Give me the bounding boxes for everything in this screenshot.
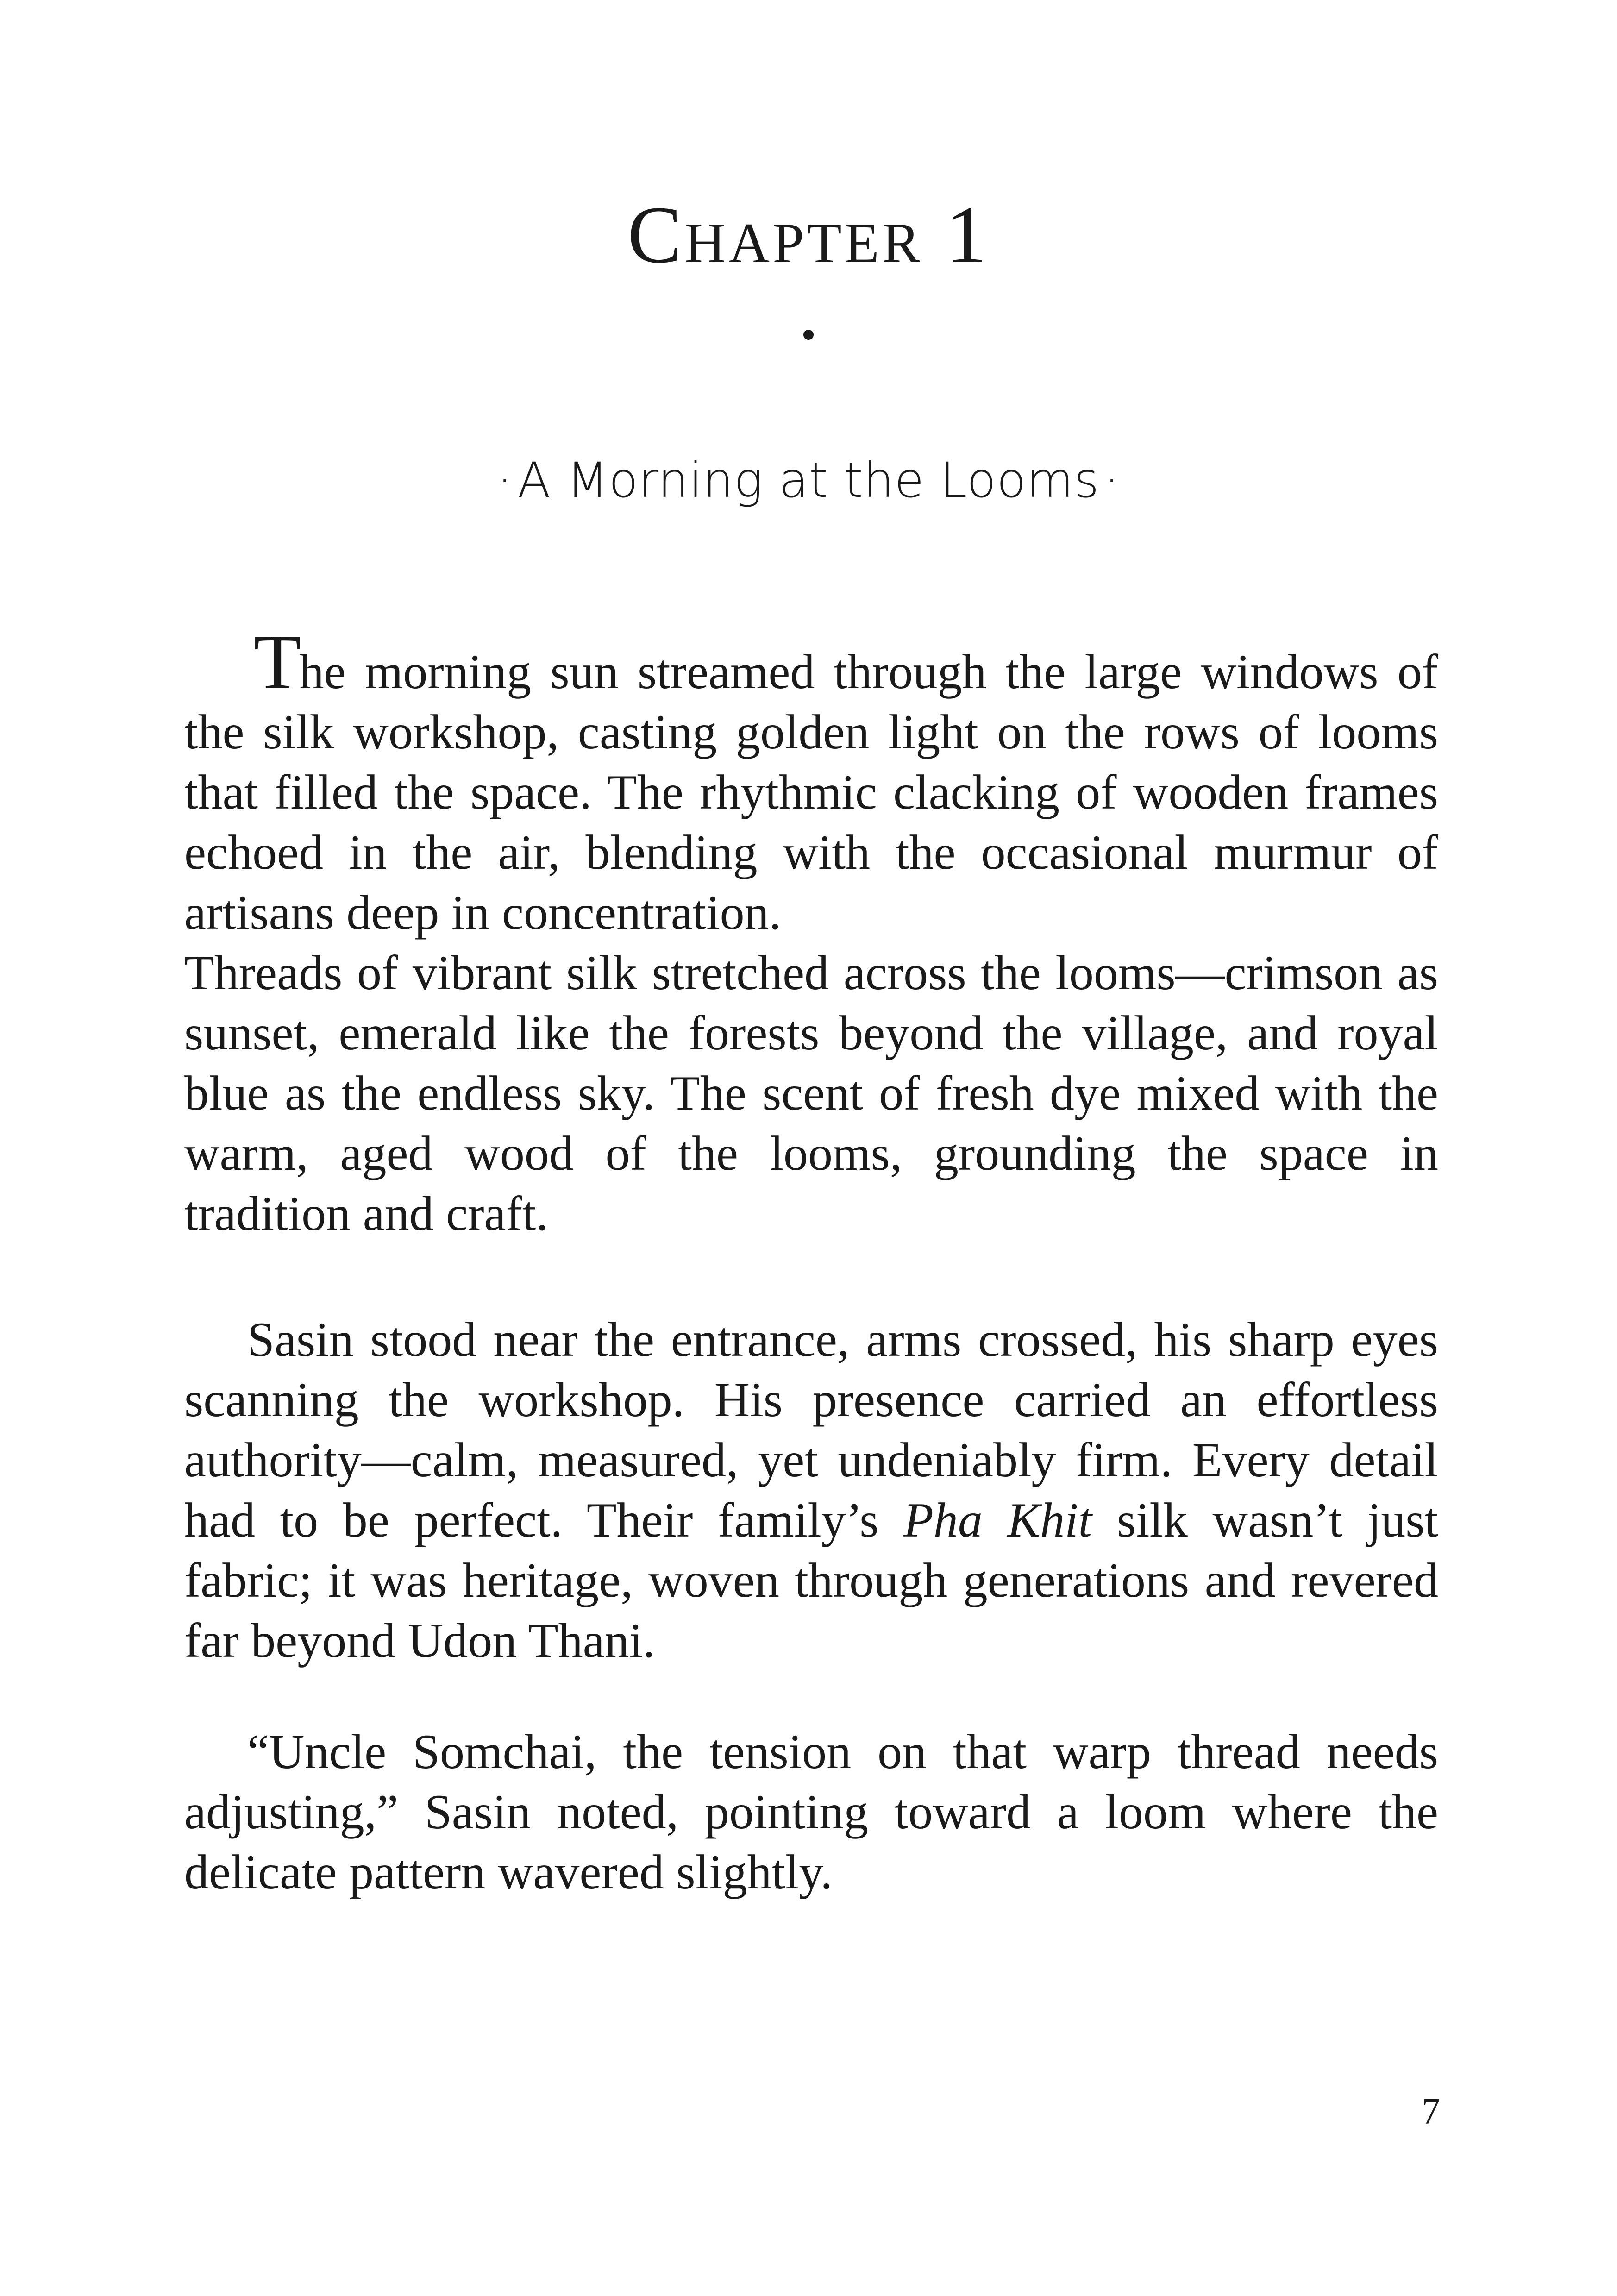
chapter-heading-initial: C — [627, 190, 685, 280]
drop-cap: T — [254, 619, 300, 705]
paragraph-1 — [184, 619, 1438, 1244]
subtitle-right-dot: · — [1104, 452, 1120, 508]
chapter-separator-dot — [803, 330, 814, 340]
paragraph-2-after-italic: silk wasn’t just fabric; it was heritage, woven through generations and revered far beyond Udon Thani. — [184, 1493, 1438, 1668]
paragraph-1-continuation: Threads of vibrant silk stretched across the looms—crimson as sunset, emerald like the forests beyond the village, and royal blue as the endless sky. The scent of fresh dye mixed with the warm, aged wood of the looms, grounding the space in tradition and craft. — [184, 946, 1438, 1241]
paragraph-2 — [184, 1310, 1438, 1671]
paragraph-3-text: “Uncle Somchai, the tension on that warp thread needs adjusting,” Sasin noted, pointing toward a loom where the delicate pattern wavered slightly. — [184, 1725, 1438, 1899]
subtitle-text: A Morning at the Looms — [517, 452, 1100, 508]
chapter-subtitle — [0, 452, 1617, 508]
paragraph-2-italic: Pha Khit — [903, 1493, 1092, 1547]
paragraph-2-before-italic: Sasin stood near the entrance, arms crossed, his sharp eyes scanning the workshop. His presence carried an effortless authority—calm, measured, yet undeniably firm. Every detail had to be perfect. Their family’s — [184, 1312, 1438, 1547]
chapter-heading — [0, 190, 1617, 280]
subtitle-left-dot: · — [497, 452, 513, 508]
chapter-heading-rest: hapter 1 — [684, 190, 990, 280]
page-number: 7 — [1422, 2091, 1440, 2132]
paragraph-2-text — [184, 1310, 1438, 1671]
paragraph-1-lead — [184, 619, 1438, 943]
paragraph-3 — [184, 1722, 1438, 1902]
paragraph-1-lead-text: he morning sun streamed through the large windows of the silk workshop, casting golden light on the rows of looms that filled the space. The rhythmic clacking of wooden frames echoed in the air, blending with the occasional murmur of artisans deep in concentration. — [184, 645, 1438, 940]
